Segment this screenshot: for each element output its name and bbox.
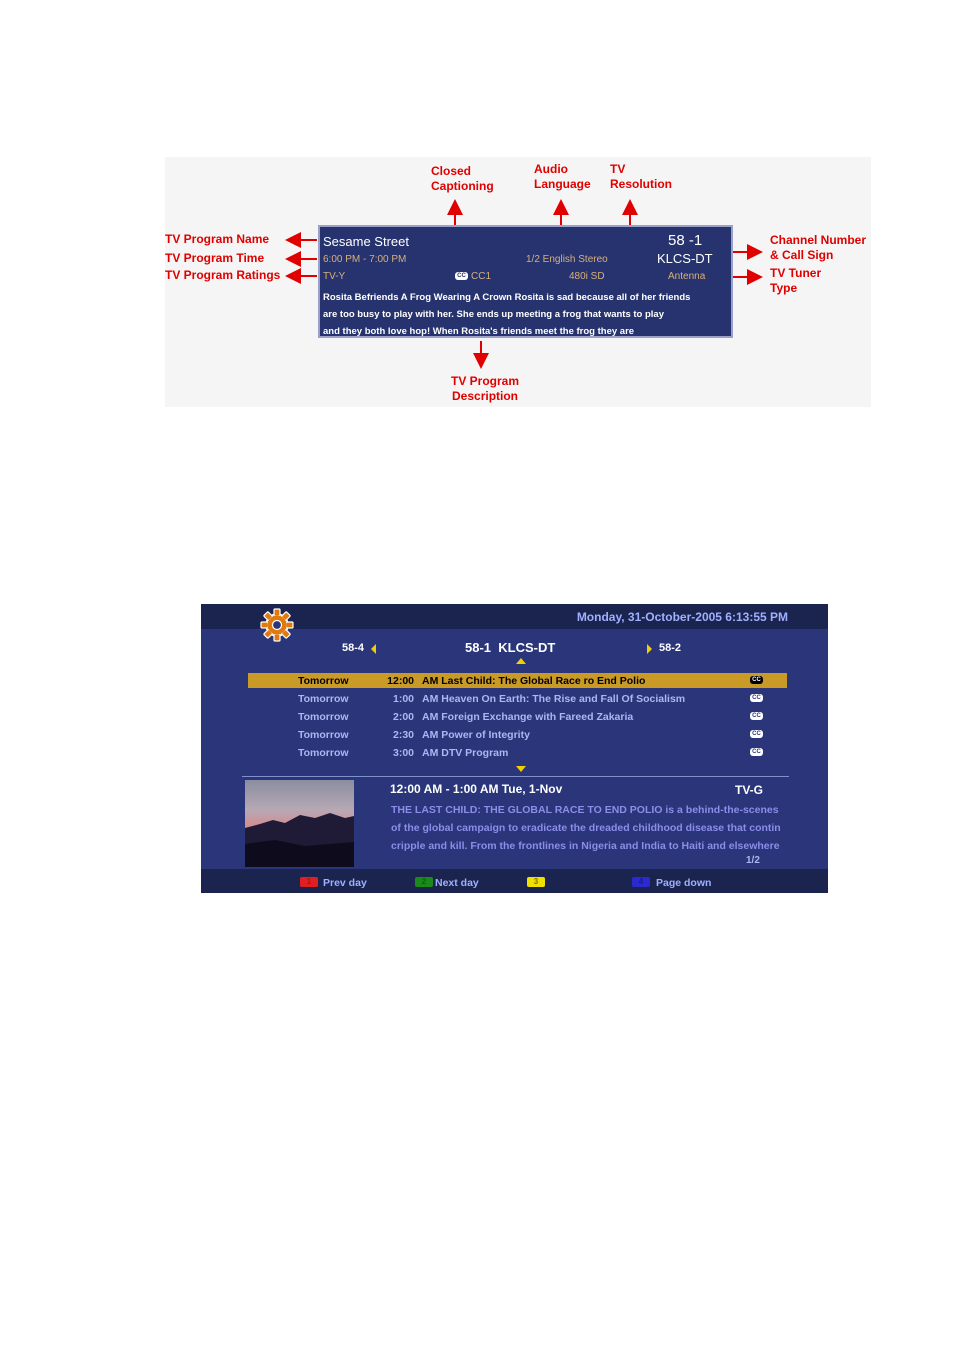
channel-number: 58 -1 xyxy=(668,232,703,249)
call-sign: KLCS-DT xyxy=(657,251,713,266)
gear-icon[interactable] xyxy=(259,607,295,643)
audio-language: 1/2 English Stereo xyxy=(526,254,608,265)
infobar-diagram xyxy=(165,157,871,407)
program-time: 6:00 PM - 7:00 PM xyxy=(323,254,407,265)
program-day: Tomorrow xyxy=(298,693,349,705)
tuner-type: Antenna xyxy=(668,271,706,282)
program-day: Tomorrow xyxy=(298,729,349,741)
cc-icon: CC xyxy=(750,676,763,684)
yellow-key-icon[interactable]: 3 xyxy=(527,877,545,887)
program-guide-screen xyxy=(201,604,828,893)
green-key-icon[interactable]: 2 xyxy=(415,877,433,887)
program-time: 12:00 xyxy=(387,675,414,687)
program-row[interactable] xyxy=(248,745,787,760)
detail-rating: TV-G xyxy=(735,783,764,797)
cc-icon: CC xyxy=(750,694,763,702)
red-key-icon[interactable]: 1 xyxy=(300,877,318,887)
program-info-bar xyxy=(318,225,733,338)
cc-icon: CC xyxy=(750,748,763,756)
left-arrow-icon[interactable] xyxy=(371,644,376,654)
page-indicator: 1/2 xyxy=(746,855,760,866)
guide-header-bar xyxy=(201,604,828,629)
function-key-bar xyxy=(201,869,828,893)
program-day: Tomorrow xyxy=(298,747,349,759)
program-title: AM Last Child: The Global Race ro End Polio xyxy=(422,675,646,687)
cc-icon: CC xyxy=(455,272,468,280)
next-channel-label: 58-2 xyxy=(659,642,682,654)
current-channel: 58-1 KLCS-DT xyxy=(465,640,556,655)
program-row[interactable] xyxy=(248,727,787,742)
prev-day-button[interactable]: Prev day xyxy=(323,877,367,889)
callout-program-time: TV Program Time xyxy=(165,251,265,265)
callout-program-ratings: TV Program Ratings xyxy=(165,268,281,282)
program-day: Tomorrow xyxy=(298,675,349,687)
current-datetime: Monday, 31-October-2005 6:13:55 PM xyxy=(576,610,788,624)
program-name: Sesame Street xyxy=(323,234,409,249)
detail-time: 12:00 AM - 1:00 AM Tue, 1-Nov xyxy=(390,782,563,796)
program-time: 1:00 xyxy=(392,693,414,705)
cc-icon: CC xyxy=(750,712,763,720)
callout-closed-captioning: Closed Captioning xyxy=(431,164,494,193)
next-channel[interactable] xyxy=(659,642,681,654)
prev-channel[interactable] xyxy=(342,642,364,654)
callout-audio-language: Audio Language xyxy=(534,162,591,191)
program-title: AM Foreign Exchange with Fareed Zakaria xyxy=(422,711,634,723)
program-title: AM DTV Program xyxy=(422,747,509,759)
program-time: 2:00 xyxy=(392,711,414,723)
callout-tuner-type: TV Tuner Type xyxy=(770,266,822,295)
program-rating: TV-Y xyxy=(323,271,346,282)
cc-label: CC1 xyxy=(471,271,492,282)
page-down-button[interactable]: Page down xyxy=(656,877,712,889)
program-row[interactable] xyxy=(248,673,787,688)
program-row[interactable] xyxy=(248,691,787,706)
right-arrow-icon[interactable] xyxy=(647,644,652,654)
cc-icon: CC xyxy=(750,730,763,738)
program-day: Tomorrow xyxy=(298,711,349,723)
callout-tv-resolution: TV Resolution xyxy=(610,162,672,191)
program-description: Rosita Befriends A Frog Wearing A Crown Rosita is sad because all of her friends are too busy to play with her. She ends up meeting a frog that wants to play and they both love hop! When Rosita's friends meet the frog they are xyxy=(323,292,691,337)
program-thumbnail xyxy=(245,780,354,867)
next-day-button[interactable]: Next day xyxy=(435,877,479,889)
callout-program-description: TV Program Description xyxy=(451,374,520,403)
scroll-up-icon[interactable] xyxy=(516,658,526,664)
program-time: 2:30 xyxy=(392,729,414,741)
tv-resolution: 480i SD xyxy=(569,271,605,282)
detail-description: THE LAST CHILD: THE GLOBAL RACE TO END POLIO is a behind-the-scenes of the global campaign to eradicate the dreaded childhood disease that contin cripple and kill. From the frontlines in Nigeria and India to Haiti and elsewhere xyxy=(391,804,781,852)
program-title: AM Power of Integrity xyxy=(422,729,530,741)
blue-key-icon[interactable]: 4 xyxy=(632,877,650,887)
prev-channel-label: 58-4 xyxy=(342,642,365,654)
program-row[interactable] xyxy=(248,709,787,724)
program-time: 3:00 xyxy=(392,747,414,759)
callout-program-name: TV Program Name xyxy=(165,232,270,246)
closed-caption-info xyxy=(455,271,491,282)
scroll-down-icon[interactable] xyxy=(516,766,526,772)
divider xyxy=(242,776,789,777)
callout-channel-number: Channel Number & Call Sign xyxy=(770,233,867,262)
program-title: AM Heaven On Earth: The Rise and Fall Of Socialism xyxy=(422,693,686,705)
